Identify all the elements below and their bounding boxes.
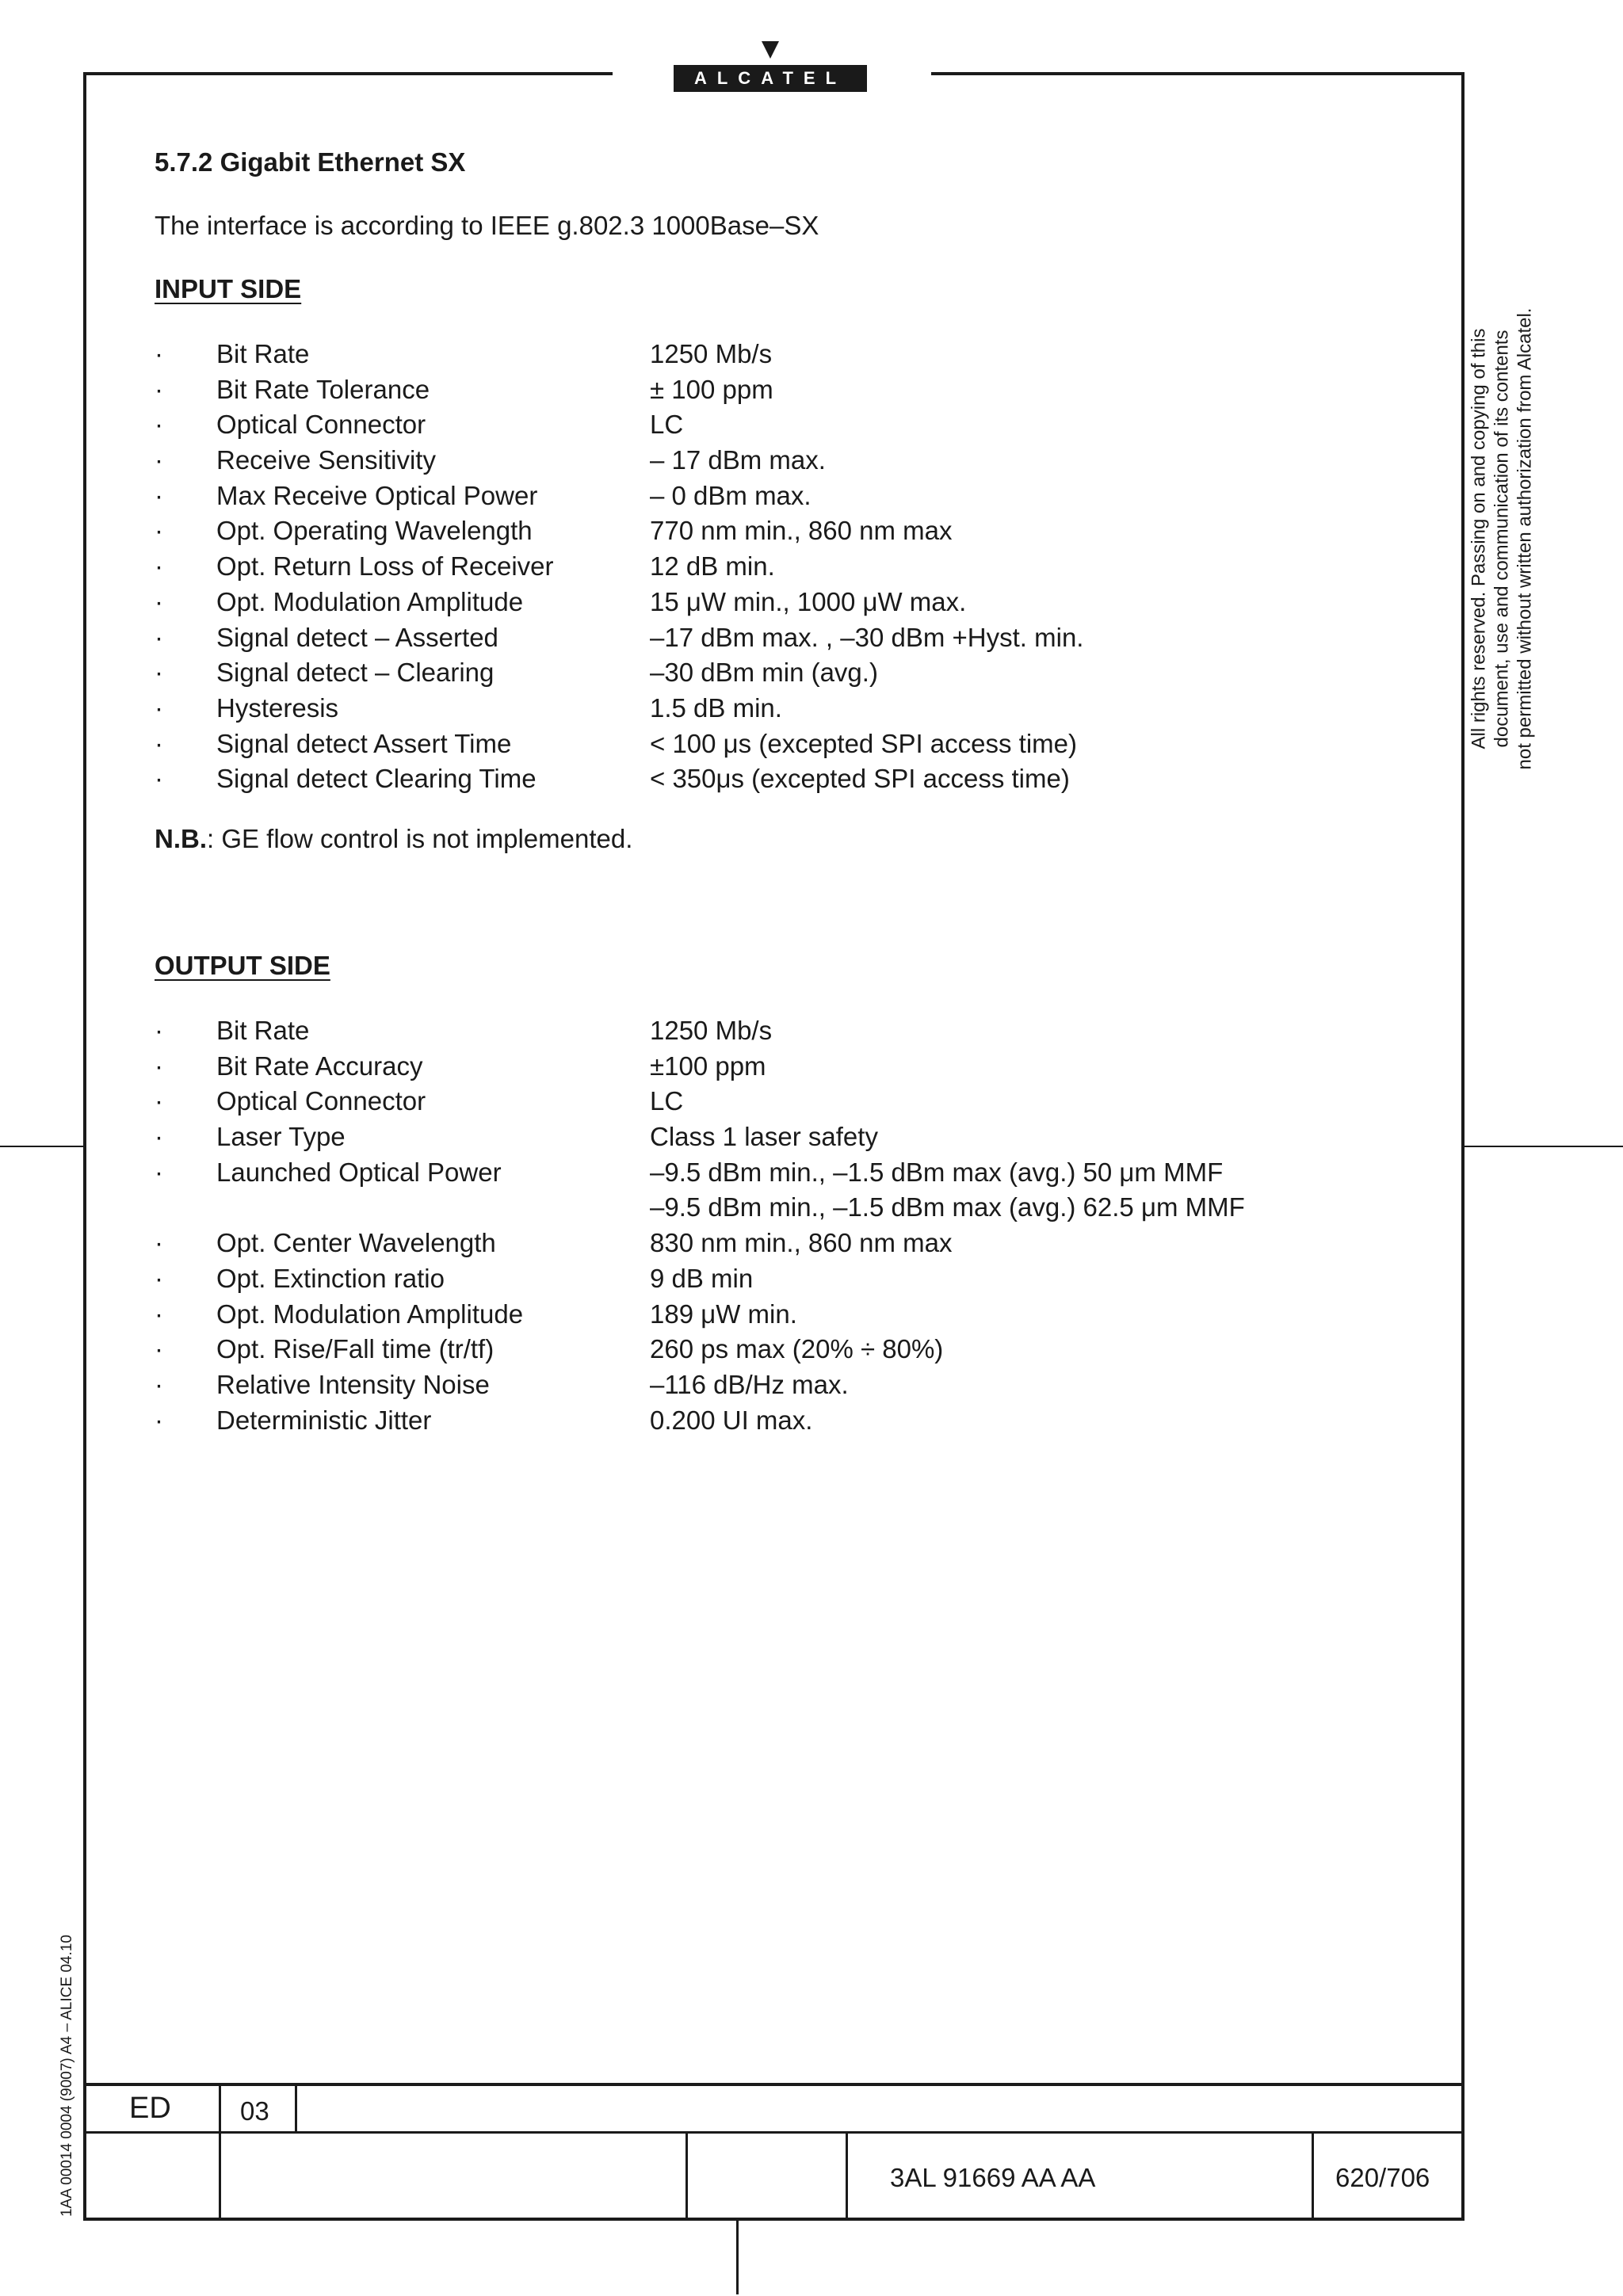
footer-bottom-line — [83, 2218, 1465, 2221]
margin-mark-left — [0, 1146, 83, 1147]
spec-name: Opt. Rise/Fall time (tr/tf) — [216, 1334, 495, 1364]
spec-name: Launched Optical Power — [216, 1157, 502, 1187]
spec-name: Hysteresis — [216, 692, 339, 723]
bullet: · — [155, 728, 163, 758]
spec-row — [155, 1226, 1343, 1261]
spec-name: Signal detect – Asserted — [216, 622, 498, 652]
rights-notice — [1468, 277, 1536, 800]
spec-value: ±100 ppm — [650, 1051, 766, 1081]
bullet: · — [155, 586, 163, 616]
form-code-text: 1AA 00014 0004 (9007) A4 – ALICE 04.10 — [59, 1934, 75, 2218]
bullet: · — [155, 1157, 163, 1187]
spec-value: –30 dBm min (avg.) — [650, 658, 878, 688]
spec-row — [155, 1297, 1343, 1333]
frame-top-left — [83, 72, 613, 75]
spec-value: 12 dB min. — [650, 551, 775, 582]
footer-divider-3 — [846, 2131, 848, 2221]
spec-name: Signal detect Assert Time — [216, 728, 512, 758]
spec-name: Opt. Modulation Amplitude — [216, 586, 524, 616]
spec-name: Opt. Center Wavelength — [216, 1228, 496, 1258]
spec-value: 9 dB min — [650, 1263, 754, 1293]
spec-name: Opt. Operating Wavelength — [216, 516, 533, 546]
flow-control-note — [155, 824, 632, 854]
spec-value: –9.5 dBm min., –1.5 dBm max (avg.) 62.5 μm MMF — [650, 1192, 1245, 1222]
edition-value: 03 — [240, 2096, 269, 2126]
spec-value: < 350μs (excepted SPI access time) — [650, 764, 1070, 794]
bullet: · — [155, 1051, 163, 1081]
spec-value: LC — [650, 410, 684, 440]
bullet: · — [155, 1334, 163, 1364]
spec-row — [155, 691, 1343, 727]
spec-name: Optical Connector — [216, 1086, 426, 1116]
bullet: · — [155, 1016, 163, 1045]
footer-stub-line — [736, 2221, 739, 2294]
spec-name: Optical Connector — [216, 410, 426, 440]
spec-row — [155, 1403, 1343, 1439]
spec-value: –9.5 dBm min., –1.5 dBm max (avg.) 50 μm MMF — [650, 1157, 1224, 1187]
bullet: · — [155, 445, 163, 475]
spec-value: 189 μW min. — [650, 1299, 797, 1329]
spec-name: Laser Type — [216, 1122, 346, 1152]
spec-value: LC — [650, 1086, 684, 1116]
spec-row — [155, 1367, 1343, 1403]
bullet: · — [155, 339, 163, 368]
margin-mark-right — [1465, 1146, 1623, 1147]
form-code — [48, 1917, 87, 2234]
spec-name: Signal detect Clearing Time — [216, 764, 537, 794]
note-label: N.B. — [155, 824, 207, 853]
spec-name: Receive Sensitivity — [216, 445, 436, 475]
spec-value: 1250 Mb/s — [650, 1016, 773, 1045]
spec-value: – 0 dBm max. — [650, 480, 812, 510]
footer-divider-4 — [1312, 2131, 1314, 2221]
spec-name: Max Receive Optical Power — [216, 480, 538, 510]
spec-row — [155, 337, 1343, 372]
spec-row — [155, 1119, 1343, 1155]
spec-value: 260 ps max (20% ÷ 80%) — [650, 1334, 944, 1364]
spec-name: Bit Rate Accuracy — [216, 1051, 423, 1081]
spec-row — [155, 372, 1343, 408]
spec-value: –17 dBm max. , –30 dBm +Hyst. min. — [650, 622, 1084, 652]
bullet: · — [155, 374, 163, 404]
bullet: · — [155, 480, 163, 510]
spec-row — [155, 407, 1343, 443]
spec-row — [155, 1190, 1343, 1226]
logo-arrow-icon — [762, 41, 779, 59]
spec-name: Signal detect – Clearing — [216, 658, 495, 688]
output-spec-list — [155, 1013, 1343, 1438]
bullet: · — [155, 516, 163, 546]
spec-row — [155, 655, 1343, 691]
bullet: · — [155, 622, 163, 652]
spec-name: Bit Rate — [216, 339, 310, 368]
page-number: 620/706 — [1335, 2163, 1430, 2192]
spec-row — [155, 479, 1343, 514]
footer-divider-ed — [295, 2083, 297, 2132]
spec-row — [155, 1261, 1343, 1297]
spec-row — [155, 1084, 1343, 1119]
rights-notice-line-3: not permitted without written authorization from Alcatel. — [1514, 307, 1536, 770]
spec-row — [155, 443, 1343, 479]
spec-row — [155, 1332, 1343, 1367]
spec-value: < 100 μs (excepted SPI access time) — [650, 728, 1078, 758]
spec-row — [155, 1013, 1343, 1049]
bullet: · — [155, 551, 163, 582]
input-spec-list — [155, 337, 1343, 797]
spec-name: Opt. Modulation Amplitude — [216, 1299, 524, 1329]
frame-left — [83, 72, 86, 2221]
bullet: · — [155, 1405, 163, 1435]
spec-value: –116 dB/Hz max. — [650, 1369, 849, 1399]
bullet: · — [155, 1228, 163, 1258]
bullet: · — [155, 410, 163, 440]
bullet: · — [155, 1263, 163, 1293]
spec-value: Class 1 laser safety — [650, 1122, 878, 1152]
spec-row — [155, 585, 1343, 620]
spec-value: 0.200 UI max. — [650, 1405, 813, 1435]
spec-value: – 17 dBm max. — [650, 445, 826, 475]
spec-name: Deterministic Jitter — [216, 1405, 432, 1435]
bullet: · — [155, 658, 163, 688]
spec-row — [155, 1155, 1343, 1191]
bullet: · — [155, 692, 163, 723]
output-side-title: OUTPUT SIDE — [155, 951, 330, 980]
spec-value: 15 μW min., 1000 μW max. — [650, 586, 967, 616]
spec-row — [155, 761, 1343, 797]
spec-row — [155, 1049, 1343, 1085]
spec-value: 830 nm min., 860 nm max — [650, 1228, 953, 1258]
spec-value: ± 100 ppm — [650, 374, 773, 404]
alcatel-logo: ALCATEL — [674, 65, 867, 92]
bullet: · — [155, 1122, 163, 1152]
bullet: · — [155, 764, 163, 794]
frame-top-right — [931, 72, 1465, 75]
input-side-title: INPUT SIDE — [155, 274, 302, 303]
spec-name: Relative Intensity Noise — [216, 1369, 490, 1399]
spec-row — [155, 513, 1343, 549]
footer-divider-1 — [219, 2083, 221, 2221]
footer-mid-line — [83, 2131, 1465, 2134]
document-number: 3AL 91669 AA AA — [890, 2163, 1096, 2192]
spec-row — [155, 727, 1343, 762]
rights-notice-line-1: All rights reserved. Passing on and copying of this — [1468, 328, 1490, 749]
footer-divider-2 — [685, 2131, 688, 2221]
bullet: · — [155, 1299, 163, 1329]
bullet: · — [155, 1369, 163, 1399]
spec-name: Opt. Return Loss of Receiver — [216, 551, 554, 582]
spec-name: Bit Rate Tolerance — [216, 374, 430, 404]
bullet: · — [155, 1086, 163, 1116]
spec-row — [155, 549, 1343, 585]
spec-value: 1.5 dB min. — [650, 692, 782, 723]
footer-top-line — [83, 2083, 1465, 2086]
section-heading: 5.7.2 Gigabit Ethernet SX — [155, 147, 466, 177]
spec-name: Opt. Extinction ratio — [216, 1263, 445, 1293]
spec-row — [155, 620, 1343, 656]
edition-label: ED — [129, 2092, 171, 2125]
spec-name: Bit Rate — [216, 1016, 310, 1045]
spec-value: 1250 Mb/s — [650, 339, 773, 368]
note-text: : GE flow control is not implemented. — [207, 824, 633, 853]
spec-value: 770 nm min., 860 nm max — [650, 516, 953, 546]
section-intro: The interface is according to IEEE g.802.3 1000Base–SX — [155, 211, 819, 240]
rights-notice-line-2: document, use and communication of its contents — [1491, 330, 1513, 748]
